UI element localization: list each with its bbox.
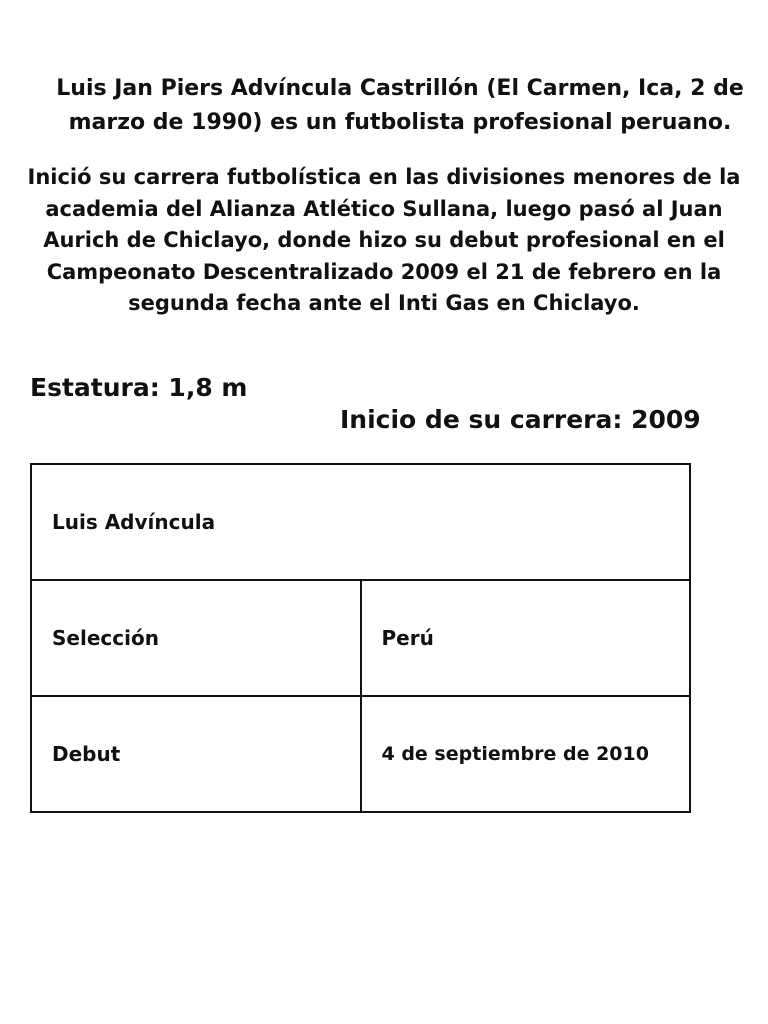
height-label: Estatura: 1,8 m xyxy=(30,373,248,402)
bio-paragraph: Inició su carrera futbolística en las divisiones menores de la academia del Alianza Atlético Sullana, luego pasó al Juan Aurich de Chiclayo, donde hizo su debut profesional en el Campeonato Descentralizado 2009 el 21 de febrero en la segunda fecha ante el Inti Gas en Chiclayo. xyxy=(27,165,741,315)
table-row xyxy=(31,464,690,580)
table-value-cell: Perú xyxy=(361,580,691,696)
info-table xyxy=(30,463,691,813)
table-row xyxy=(31,580,690,696)
table-row xyxy=(31,696,690,812)
table-title-cell: Luis Advíncula xyxy=(31,464,690,580)
table-value-cell: 4 de septiembre de 2010 xyxy=(361,696,691,812)
intro-paragraph: Luis Jan Piers Advíncula Castrillón (El Carmen, Ica, 2 de marzo de 1990) es un futbolista profesional peruano. xyxy=(56,76,744,135)
table-label-cell: Selección xyxy=(31,580,361,696)
career-start-label: Inicio de su carrera: 2009 xyxy=(340,405,701,434)
table-label-cell: Debut xyxy=(31,696,361,812)
